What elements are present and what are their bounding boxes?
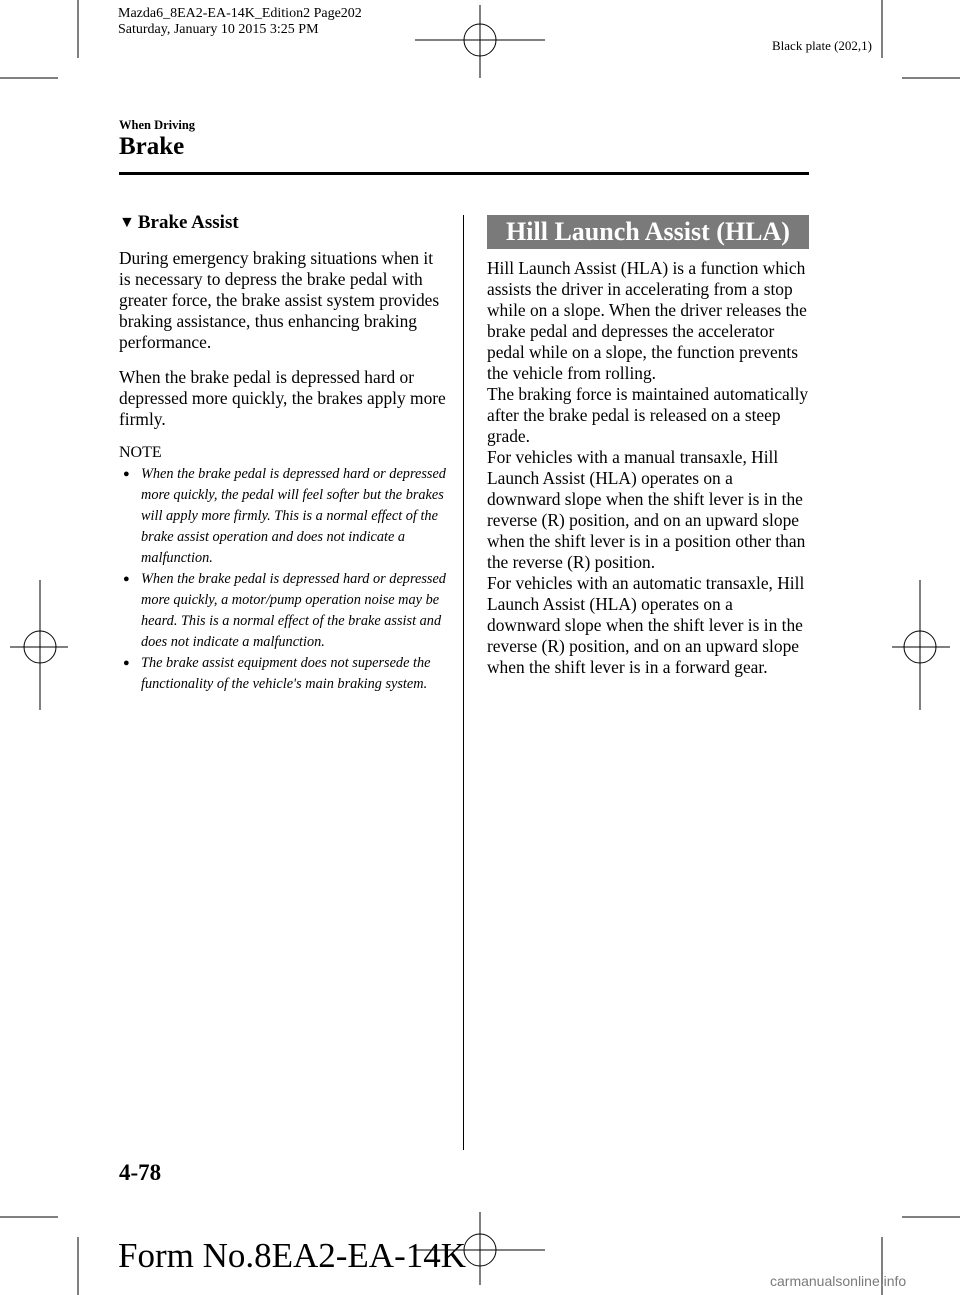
note-label: NOTE (119, 444, 162, 461)
section-label: When Driving (119, 118, 196, 132)
paragraph: Hill Launch Assist (HLA) is a function which assists the driver in accelerating from a stop while on a slope. When the driver releases the brake pedal and depresses the accelerator pedal while on a slope, the function prevents the vehicle from rolling. (487, 258, 807, 383)
paragraph: During emergency braking situations when it is necessary to depress the brake pedal with greater force, the brake assist system provides braking assistance, thus enhancing braking performance. (119, 248, 440, 352)
title-rule (119, 172, 809, 175)
column-divider (463, 215, 464, 1150)
page-title: Brake (119, 133, 185, 160)
hla-banner: Hill Launch Assist (HLA) (487, 215, 809, 249)
note-item (119, 653, 449, 695)
brake-assist-heading (119, 212, 449, 234)
print-info (118, 6, 362, 38)
paragraph: When the brake pedal is depressed hard or depressed more quickly, the brakes apply more firmly. (119, 367, 446, 429)
note-item (119, 464, 449, 569)
note-item (119, 569, 449, 653)
note-text: When the brake pedal is depressed hard or depressed more quickly, a motor/pump operation noise may be heard. This is a normal effect of the brake assist and does not indicate a malfunction. (141, 571, 446, 650)
brake-assist-heading-text: Brake Assist (137, 212, 239, 233)
left-column (119, 212, 449, 695)
note-text: When the brake pedal is depressed hard or depressed more quickly, the pedal will feel softer but the brakes will apply more firmly. This is a normal effect of the brake assist operation and does not indicate a malfunction. (141, 466, 446, 566)
note-text: The brake assist equipment does not supersede the functionality of the vehicle's main braking system. (141, 655, 431, 692)
bullet-icon: ● (123, 468, 130, 480)
watermark: carmanualsonline.info (770, 1273, 907, 1289)
paragraph: For vehicles with a manual transaxle, Hill Launch Assist (HLA) operates on a downward slope when the shift lever is in the reverse (R) position, and on an upward slope when the shift lever is in a position other than the reverse (R) position. (487, 447, 806, 572)
right-column (487, 215, 809, 678)
plate-label: Black plate (202,1) (772, 38, 872, 53)
paragraph: The braking force is maintained automatically after the brake pedal is released on a steep grade. (487, 384, 809, 446)
print-info-line1: Mazda6_8EA2-EA-14K_Edition2 Page202 (118, 6, 362, 21)
note-list (119, 464, 449, 695)
paragraph: For vehicles with an automatic transaxle, Hill Launch Assist (HLA) operates on a downward slope when the shift lever is in the reverse (R) position, and on an upward slope when the shift lever is in a forward gear. (487, 573, 805, 677)
print-info-line2: Saturday, January 10 2015 3:25 PM (118, 22, 319, 37)
form-number: Form No.8EA2-EA-14K (118, 1236, 467, 1275)
triangle-down-icon: ▼ (119, 214, 135, 231)
bullet-icon: ● (123, 573, 130, 585)
bullet-icon: ● (123, 657, 130, 669)
page-number: 4-78 (119, 1160, 162, 1185)
